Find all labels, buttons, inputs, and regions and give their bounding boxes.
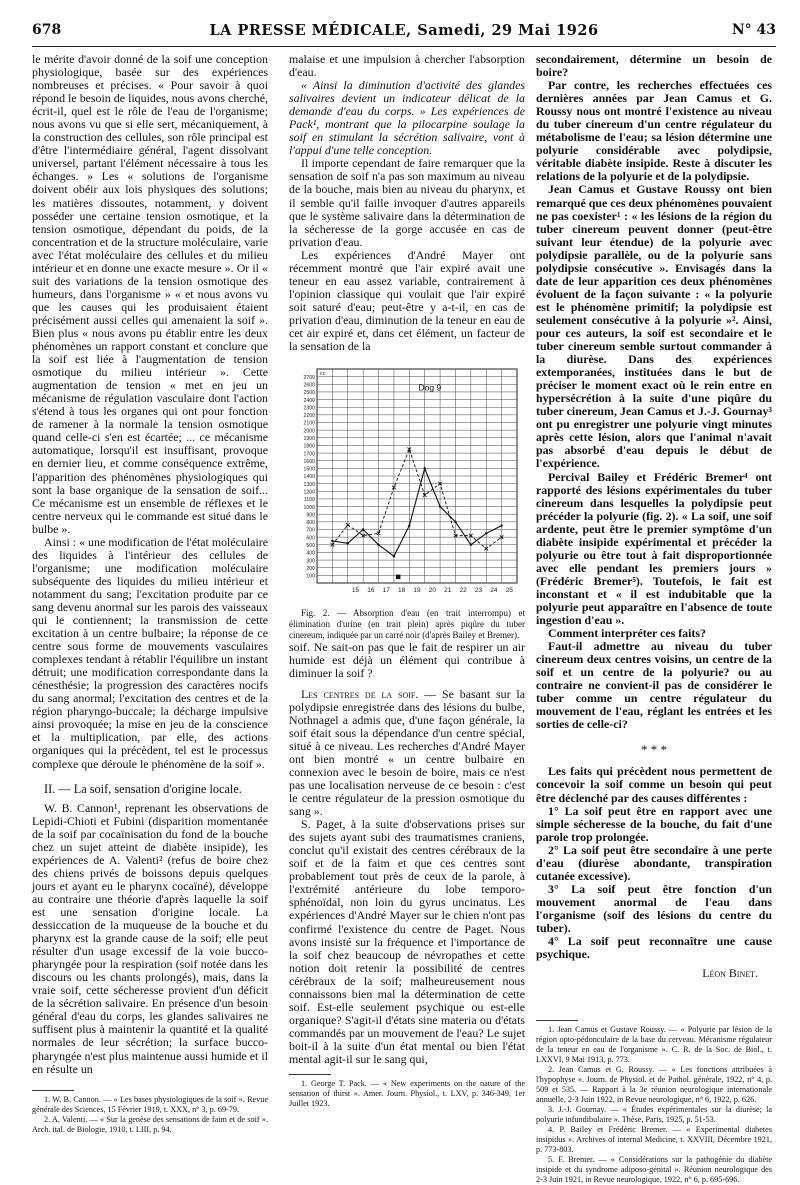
paragraph: Les faits qui précèdent nous permettent de concevoir la soif comme un besoin qui peut être déclenché par des causes différentes :: [536, 764, 772, 805]
footnotes: [536, 1020, 772, 1185]
data-point-urine-elimination: [331, 540, 333, 542]
paragraph: Ainsi : « une modification de l'état moléculaire des liquides à l'intérieur des cellules de l'organisme; une modification moléculaire subséquente des liquides du milieu intérieur et notamment du sang; l'excitation produite par ce sang devenu anormal sur les parois des vaisseaux qui le contiennent; la transmission de cette excitation à un centre bulbaire; la réponse de ce centre sous forme de mouvements vasculaires complexes tendant à rétablir l'équilibre un instant détruit; une modification correspondante dans la cénesthésie; la progression des caractères nocifs du sang anormal; l'excitation des centres et de la région pharyngo-buccale; la décharge impulsive ainsi provoquée; la mise en jeu de la conscience et la multiplication, par elle, des actions organiques qui la précèdent, tel est le processus complexe que déroule le phénomène de la soif ».: [32, 534, 268, 771]
paragraph: secondairement, détermine un besoin de boire?: [536, 52, 772, 80]
puncture-marker: [396, 575, 401, 580]
x-tick-label: 21: [444, 587, 452, 595]
y-tick-label: 100: [306, 573, 315, 580]
x-tick-label: 22: [459, 587, 467, 595]
footnote: 1. W. B. Cannon. — « Les bases physiologiques de la soif ». Revue générale des Sciences, 15 Février 1919, t. XXX, n° 3, p. 69-79.: [32, 1094, 268, 1114]
y-tick-label: 1600: [303, 458, 315, 465]
page-number: 678: [32, 22, 62, 38]
y-tick-label: 300: [306, 558, 315, 565]
figure-2: [289, 361, 525, 604]
y-tick-label: 1400: [303, 474, 315, 481]
data-point-urine-elimination: [500, 525, 502, 527]
paragraph: Les expériences d'André Mayer ont récemment montré que l'air expiré avait une teneur en eau assez variable, contrairement à l'opinion classique qui voulait que l'air expiré soit saturé d'eau; peut-être y a-t-il, en cas de privation d'eau, diminution de la teneur en eau de cet air expiré et, dans cet élément, un facteur de la sensation de la: [289, 247, 525, 354]
x-tick-label: 15: [351, 587, 360, 595]
y-tick-label: 1900: [303, 436, 315, 443]
footnote: 5. F. Bremer. — « Considérations sur la pathogénie du diabète insipide et du syndrome adiposo-génital ». Réunion neurologique des 2-3 Juin 1921, in Revue neurologique, 1922, n° 6, p. 695-696.: [536, 1155, 772, 1185]
data-point-urine-elimination: [362, 528, 364, 530]
footnotes: [289, 1074, 525, 1109]
chart: [289, 361, 525, 601]
footnote: 1. George T. Pack. — « New experiments on the nature of the sensation of thirst ». Amer. Journ. Physiol., t. LXV, p. 346-349, 1er Juillet 1923.: [289, 1079, 525, 1109]
paragraph: le mérite d'avoir donné de la soif une conception physiologique, basée sur des expériences nombreuses et précises. « Pour savoir à quoi répond le besoin de liquides, nous avons cherché, écrit-il, quel est le rôle de l'eau de l'organisme; nous avons vu que si elle sert, mécaniquement, à la construction des cellules, son rôle principal est d'être l'intermédiaire général, l'agent dissolvant universel, partant l'élément nécessaire à tous les échanges. » Les « solutions de l'organisme doivent obéir aux lois physiques des solutions; les matières dissoutes, notamment, y doivent posséder une certaine tension osmotique, et la tension osmotique, dépendant du poids, de la concentration et de la structure moléculaire, varie avec l'état moléculaire des cellules et du milieu intérieur et en donne une exacte mesure ». Or il « suit des variations de la tension osmotique des humeurs, dans l'organisme » « et nous avons vu que les causes qui les produisaient étaient précisément aussi celles qui amenaient la soif ». Bien plus « nous avons pu établir entre les deux phénomènes un rapport constant et conclure que la soif est liée à l'augmentation de tension osmotique du milieu intérieur ». Cette augmentation de tension « met en jeu un mécanisme de régulation vasculaire dont l'action s'étend à tous les organes qui ont pour fonction de ramener à la normale la tension osmotique quand celle-ci s'en est écartée; ... ce mécanisme automatique, lorsqu'il est insuffisant, provoque en dernier lieu, et comme conséquence extrême, l'apparition des phénomènes physiologiques qui sont la base organique de la sensation de soif... Ce mécanisme est un ensemble de réflexes et le centre nerveux qui le commande est situé dans le bulbe ».: [32, 52, 268, 536]
data-point-urine-elimination: [347, 542, 349, 544]
y-tick-label: 500: [306, 543, 315, 550]
data-point-urine-elimination: [423, 467, 425, 469]
section-separator: * * *: [641, 742, 667, 758]
issue-number: N° 43: [731, 22, 776, 38]
figure-caption: Fig. 2. — Absorption d'eau (en trait interrompu) et élimination d'urine (en trait plein) après piqûre du tuber cinereum, indiquée par un carré noir (d'après Bailey et Bremer).: [289, 608, 525, 640]
x-tick-label: 23: [474, 587, 483, 595]
x-tick-label: 19: [413, 587, 421, 595]
y-tick-label: 600: [306, 535, 315, 542]
y-tick-label: 2200: [303, 413, 315, 420]
footnote: 1. Jean Camus et Gustave Roussy. — « Polyurie par lésion de la région opto-pédonculaire de la base du cerveau. Mécanisme régulateur de la teneur en eau de l'organisme ». C. R. de la Soc. de Biol., t. LXXVI, 9 Mai 1913, p. 773.: [536, 1025, 772, 1065]
x-tick-label: 18: [397, 587, 406, 595]
y-tick-label: 2100: [303, 420, 315, 427]
conclusion-item: 1° La soif peut être en rapport avec une simple sécheresse de la bouche, du fait d'une parole trop prolongée.: [536, 803, 772, 844]
footnotes: [32, 1090, 268, 1135]
y-tick-label: 1000: [303, 504, 315, 511]
data-point-urine-elimination: [454, 521, 456, 523]
paragraph: Comment interpréter ces faits?: [548, 626, 706, 641]
paragraph: Il importe cependant de faire remarquer que la sensation de soif n'a pas son maximum au niveau de la bouche, mais bien au niveau du pharynx, et il semble qu'il faille invoquer d'autres appareils que le système salivaire dans la détermination de la sécheresse de la gorge accusée en cas de privation d'eau.: [289, 156, 525, 249]
column-1: [32, 52, 268, 1134]
y-tick-label: 400: [306, 550, 315, 557]
y-tick-label: 200: [306, 565, 315, 572]
bold-block: [536, 53, 772, 731]
conclusion-item: 2° La soif peut être secondaire à une perte d'eau (diurèse abondante, transpiration cutanée excessive).: [536, 842, 772, 883]
chart-title: Dog 9: [418, 382, 442, 393]
author-signature: Léon Binet.: [702, 966, 758, 981]
conclusion-item: 3° La soif peut être fonction d'un mouvement anormal de l'eau dans l'organisme (soif des lésions du centre du tuber).: [536, 881, 772, 935]
paragraph: malaise et une impulsion à chercher l'absorption d'eau.: [289, 52, 525, 80]
y-tick-label: 1800: [303, 443, 315, 450]
y-tick-label: 800: [306, 520, 315, 527]
paragraph: Par contre, les recherches effectuées ces dernières années par Jean Camus et G. Roussy nous ont montré l'existence au niveau du tuber cinereum d'un centre régulateur du métabolisme de l'eau; sa lésion détermine une polyurie considérable avec polydipsie, véritable diabète insipide. Reste à discuter les relations de la polyurie et de la polydipsie.: [536, 78, 772, 184]
paragraph: Jean Camus et Gustave Roussy ont bien remarqué que ces deux phénomènes pouvaient ne pas coexister¹ : « les lésions de la région du tuber cinereum peuvent donner (peut-être suivant leur étendue) de la polyurie avec polydipsie parallèle, ou de la polyurie sans polydipsie consécutive ». Envisagés dans la date de leur apparition ces deux phénomènes évoluent de la façon suivante : « la polyurie est le phénomène primitif; la polydipsie est seulement consécutive à la polyurie »². Ainsi, pour ces auteurs, la soif est secondaire et le tuber cinereum semble surtout commander à la diurèse. Dans des expériences extemporanées, instituées dans le but de préciser le moment exact où le rein entre en hypersécrétion à la suite d'une piqûre du tuber cinereum, Jean Camus et J.-J. Gournay³ ont pu enregistrer une polyurie vingt minutes après cette lésion, alors que l'animal n'avait pas absorbé d'eau depuis le début de l'expérience.: [536, 182, 772, 471]
x-tick-label: 16: [367, 587, 375, 595]
x-tick-label: 24: [490, 587, 498, 595]
y-tick-label: 2600: [303, 382, 315, 389]
y-tick-label: 2000: [303, 428, 315, 435]
data-point-urine-elimination: [393, 555, 395, 557]
data-point-urine-elimination: [439, 505, 441, 507]
footnote: 2. Jean Camus et G. Roussy. — « Les fonctions attribuées à l'hypophyse ». Journ. de Physiol. et de Pathol. générale, 1922, n° 4, p. 509 et 535. — Rapport à la 3e réunion neurologique internationale annuelle, 2-3 Juin 1922, in Revue neurologique, n° 6, 1922, p. 626.: [536, 1065, 772, 1105]
conclusion-item: 4° La soif peut reconnaître une cause psychique.: [536, 934, 772, 962]
y-tick-label: 1100: [303, 497, 315, 504]
paragraph: Percival Bailey et Frédéric Bremer⁴ ont rapporté des lésions expérimentales du tuber cinereum dans lesquelles la polydipsie peut précéder la polyurie (fig. 2). « La soif, une soif ardente, peut être le premier symptôme d'un diabète insipide expérimental et précéder la polyurie ou être tout à fait disproportionnée avec elle pendant les premiers jours » (Frédéric Bremer⁵). Toutefois, le fait est inconstant et « il est indubitable que la polyurie peut apparaître en l'absence de toute ingestion d'eau ».: [536, 469, 772, 628]
footnote-rule: [32, 1090, 74, 1091]
paragraph: W. B. Cannon¹, reprenant les observations de Lepidi-Chioti et Fubini (disparition momentanée de la soif par cocaïnisation du fond de la bouche chez un sujet atteint de diabète insipide), les expériences de A. Valenti² (refus de boire chez des chiens privés de boissons depuis quelques jours et ayant eu le pharynx cocaïné), développe au contraire une théorie d'après laquelle la soif est une sensation d'origine locale. La dessiccation de la muqueuse de la bouche et du pharynx est la grande cause de la soif; elle peut résulter d'un usage excessif de la voie bucco-pharyngée pour la respiration (soif notée dans les discours ou les chants prolongés), mais, dans la vraie soif, cette sécheresse provient d'un déficit de la sécrétion salivaire. En présence d'un besoin général d'eau du corps, les glandes salivaires ne suffisent plus à maintenir la quantité et la qualité normales de leur sécrétion; la surface bucco-pharyngée n'est plus maintenue aussi humide et il en résulte un: [32, 800, 268, 1076]
section-title: II. — La soif, sensation d'origine locale.: [44, 781, 242, 796]
footnote-rule: [536, 1020, 578, 1021]
data-point-urine-elimination: [485, 532, 487, 534]
journal-title: LA PRESSE MÉDICALE, Samedi, 29 Mai 1926: [209, 22, 599, 39]
data-point-urine-elimination: [377, 544, 379, 546]
x-tick-label: 17: [382, 587, 390, 595]
y-tick-label: 1700: [303, 451, 315, 458]
page-header: [32, 22, 776, 47]
paragraph: soif. Ne sait-on pas que le fait de respirer un air humide est déjà un élément qui contribue à diminuer la soif ?: [289, 639, 525, 680]
y-tick-label: 700: [306, 527, 315, 534]
y-tick-label: 2400: [303, 397, 315, 404]
footnote-rule: [289, 1074, 331, 1075]
column-2: [289, 52, 525, 1109]
footnote: 2. A. Valenti. — « Sur la genèse des sensations de faim et de soif ». Arch. ital. de Biologie, 1910, t. LIII, p. 94.: [32, 1114, 268, 1134]
conclusion-block: [536, 765, 772, 961]
paragraph-body: — Se basant sur la polydipsie enregistrée dans des lésions du bulbe, Nothnagel a admis que, d'une façon générale, la soif était sous la dépendance d'un centre spécial, situé à ce niveau. Les recherches d'André Mayer ont bien montré « un centre bulbaire en connexion avec le besoin de boire, mais ce n'est pas une localisation nerveuse de ce besoin : c'est le centre régulateur de la pression osmotique du sang ».: [289, 686, 525, 819]
y-axis-label: cc: [320, 371, 326, 378]
paragraph: S. Paget, à la suite d'observations prises sur des sujets ayant subi des traumatismes craniens, conclut qu'il existait des centres cérébraux de la soif et de la faim et que ces centres sont probablement tout près de ceux de la parole, à l'extrémité antérieure du lobe temporo-sphénoïdal, non loin du gyrus uncinatus. Les expériences d'André Mayer sur le chien n'ont pas confirmé l'existence du centre de Paget. Nous avons insisté sur la fréquence et l'importance de la soif chez beaucoup de névropathes et cette notion doit retenir la possibilité de centres cérébraux de la soif; malheureusement nous connaissons bien mal la détermination de cette soif. Est-elle seulement psychique ou est-elle organique? S'agit-il d'états sine materia ou d'états commandés par un mouvement de l'eau? Le sujet boit-il à la suite d'un état mental ou bien l'état mental agit-il sur le sang qui,: [289, 817, 525, 1066]
paragraph: « Ainsi la diminution d'activité des glandes salivaires devient un indicateur délicat de la demande d'eau du corps. » Les expériences de Pack¹, montrant que la pilocarpine soulage la soif en stimulant la sécrétion salivaire, vont à l'appui d'une telle conception.: [289, 78, 525, 158]
footnote: 3. J.-J. Gournay. — « Études expérimentales sur la diurèse; la polyurie infundibulaire ». Thèse, Paris, 1925, p. 51-53.: [536, 1105, 772, 1125]
footnote: 4. P. Bailey et Frédéric Bremer. — « Experimental diabetes insipidus ». Archives of internal Medicine, t. XXVIII, Décembre 1921, p. 773-803.: [536, 1125, 772, 1155]
paragraph: [289, 688, 525, 818]
x-tick-label: 20: [428, 587, 437, 595]
y-tick-label: 2500: [303, 390, 315, 397]
y-tick-label: 2700: [303, 374, 315, 381]
paragraph-lead: Les centres de la soif.: [301, 686, 419, 701]
y-tick-label: 900: [306, 512, 315, 519]
paragraph: Faut-il admettre au niveau du tuber cinereum deux centres voisins, un centre de la soif et un centre de la polyurie? ou au contraire ne convient-il pas de considérer le tuber comme un centre régulateur du mouvement de l'eau, réglant les entrées et les sorties de celle-ci?: [536, 639, 772, 732]
y-tick-label: 2300: [303, 405, 315, 412]
column-3: [536, 52, 772, 1185]
x-tick-label: 25: [505, 587, 513, 595]
y-tick-label: 1300: [303, 481, 315, 488]
y-tick-label: 1500: [303, 466, 315, 473]
data-point-urine-elimination: [470, 544, 472, 546]
y-tick-label: 1200: [303, 489, 315, 496]
data-point-urine-elimination: [408, 525, 410, 527]
